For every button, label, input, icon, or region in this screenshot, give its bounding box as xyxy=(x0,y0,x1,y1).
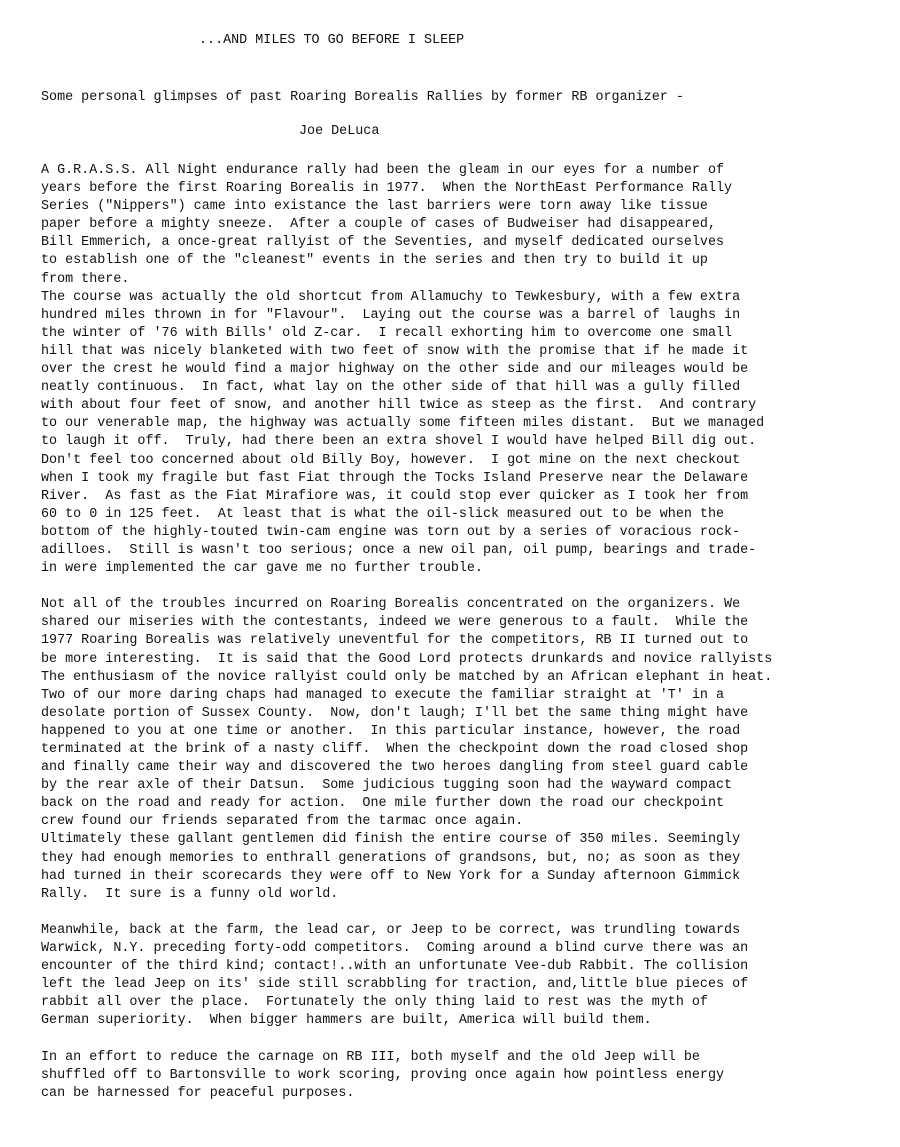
text-line: The course was actually the old shortcut from Allamuchy to Tewkesbury, with a few extra xyxy=(41,289,741,305)
text-line: in were implemented the car gave me no further trouble. xyxy=(41,561,483,577)
text-line: Series ("Nippers") came into existance the last barriers were torn away like tissue xyxy=(41,199,708,215)
text-line: Not all of the troubles incurred on Roaring Borealis concentrated on the organizers. We xyxy=(41,597,741,613)
text-line: shared our miseries with the contestants, indeed we were generous to a fault. While the xyxy=(41,615,749,631)
intro-line: Some personal glimpses of past Roaring Borealis Rallies by former RB organizer - xyxy=(41,90,684,105)
text-line: Bill Emmerich, a once-great rallyist of the Seventies, and myself dedicated ourselves xyxy=(41,235,725,251)
text-line: years before the first Roaring Borealis in 1977. When the NorthEast Performance Rally xyxy=(41,181,733,197)
text-line: be more interesting. It is said that the Good Lord protects drunkards and novice rallyists xyxy=(41,651,773,667)
text-line: to our venerable map, the highway was actually some fifteen miles distant. But we managed xyxy=(41,416,765,432)
text-line: Rally. It sure is a funny old world. xyxy=(41,886,339,902)
text-line: bottom of the highly-touted twin-cam engine was torn out by a series of voracious rock- xyxy=(41,524,741,540)
text-line: rabbit all over the place. Fortunately the only thing laid to rest was the myth of xyxy=(41,995,708,1011)
document-body xyxy=(41,162,772,1103)
author-name: Joe DeLuca xyxy=(299,124,380,139)
text-line: 60 to 0 in 125 feet. At least that is what the oil-slick measured out to be when the xyxy=(41,506,725,522)
paragraph-gap xyxy=(41,1031,772,1049)
text-line: by the rear axle of their Datsun. Some judicious tugging soon had the wayward compact xyxy=(41,778,733,794)
text-line: Don't feel too concerned about old Billy Boy, however. I got mine on the next checkout xyxy=(41,452,741,468)
text-line: The enthusiasm of the novice rallyist could only be matched by an African elephant in heat. xyxy=(41,669,773,685)
text-line: German superiority. When bigger hammers are built, America will build them. xyxy=(41,1013,652,1029)
text-line: A G.R.A.S.S. All Night endurance rally had been the gleam in our eyes for a number of xyxy=(41,163,725,178)
text-line: back on the road and ready for action. One mile further down the road our checkpoint xyxy=(41,796,725,812)
text-line: and finally came their way and discovered the two heroes dangling from steel guard cable xyxy=(41,760,749,776)
text-line: neatly continuous. In fact, what lay on the other side of that hill was a gully filled xyxy=(41,380,741,396)
text-line: left the lead Jeep on its' side still scrabbling for traction, and,little blue pieces of xyxy=(41,977,749,993)
document-title: ...AND MILES TO GO BEFORE I SLEEP xyxy=(199,33,465,48)
text-line: Meanwhile, back at the farm, the lead car, or Jeep to be correct, was trundling towards xyxy=(41,922,741,938)
text-line: happened to you at one time or another. In this particular instance, however, the road xyxy=(41,723,741,739)
text-line: River. As fast as the Fiat Mirafiore was, it could stop ever quicker as I took her from xyxy=(41,488,749,504)
text-line: crew found our friends separated from the tarmac once again. xyxy=(41,814,524,830)
text-line: In an effort to reduce the carnage on RB III, both myself and the old Jeep will be xyxy=(41,1049,700,1065)
text-line: from there. xyxy=(41,271,130,287)
text-line: hill that was nicely blanketed with two feet of snow with the promise that if he made it xyxy=(41,343,749,359)
text-line: paper before a mighty sneeze. After a couple of cases of Budweiser had disappeared, xyxy=(41,217,716,233)
text-line: when I took my fragile but fast Fiat through the Tocks Island Preserve near the Delaware xyxy=(41,470,749,486)
text-line: adilloes. Still is wasn't too serious; once a new oil pan, oil pump, bearings and trade- xyxy=(41,542,757,558)
text-line: terminated at the brink of a nasty cliff. When the checkpoint down the road closed shop xyxy=(41,742,749,757)
text-line: hundred miles thrown in for "Flavour". Laying out the course was a barrel of laughs in xyxy=(41,307,741,323)
text-line: the winter of '76 with Bills' old Z-car. I recall exhorting him to overcome one small xyxy=(41,325,733,341)
text-line: they had enough memories to enthrall generations of grandsons, but, no; as soon as they xyxy=(41,850,741,866)
text-line: desolate portion of Sussex County. Now, don't laugh; I'll bet the same thing might have xyxy=(41,705,749,721)
text-line: over the crest he would find a major highway on the other side and our mileages would be xyxy=(41,362,749,378)
text-line: 1977 Roaring Borealis was relatively uneventful for the competitors, RB II turned out to xyxy=(41,633,749,649)
text-line: Two of our more daring chaps had managed to execute the familiar straight at 'T' in a xyxy=(41,687,725,703)
text-line: shuffled off to Bartonsville to work scoring, proving once again how pointless energy xyxy=(41,1067,725,1083)
text-line: had turned in their scorecards they were off to New York for a Sunday afternoon Gimmick xyxy=(41,868,741,884)
text-line: Ultimately these gallant gentlemen did finish the entire course of 350 miles. Seemingly xyxy=(41,832,741,848)
paragraph-gap xyxy=(41,578,772,596)
text-line: to establish one of the "cleanest" events in the series and then try to build it up xyxy=(41,253,708,269)
paragraph-gap xyxy=(41,904,772,922)
text-line: Warwick, N.Y. preceding forty-odd competitors. Coming around a blind curve there was an xyxy=(41,941,749,957)
text-line: with about four feet of snow, and another hill twice as steep as the first. And contrary xyxy=(41,398,757,414)
text-line: encounter of the third kind; contact!..with an unfortunate Vee-dub Rabbit. The collision xyxy=(41,959,749,975)
text-line: can be harnessed for peaceful purposes. xyxy=(41,1085,355,1101)
text-line: to laugh it off. Truly, had there been an extra shovel I would have helped Bill dig out. xyxy=(41,434,757,450)
